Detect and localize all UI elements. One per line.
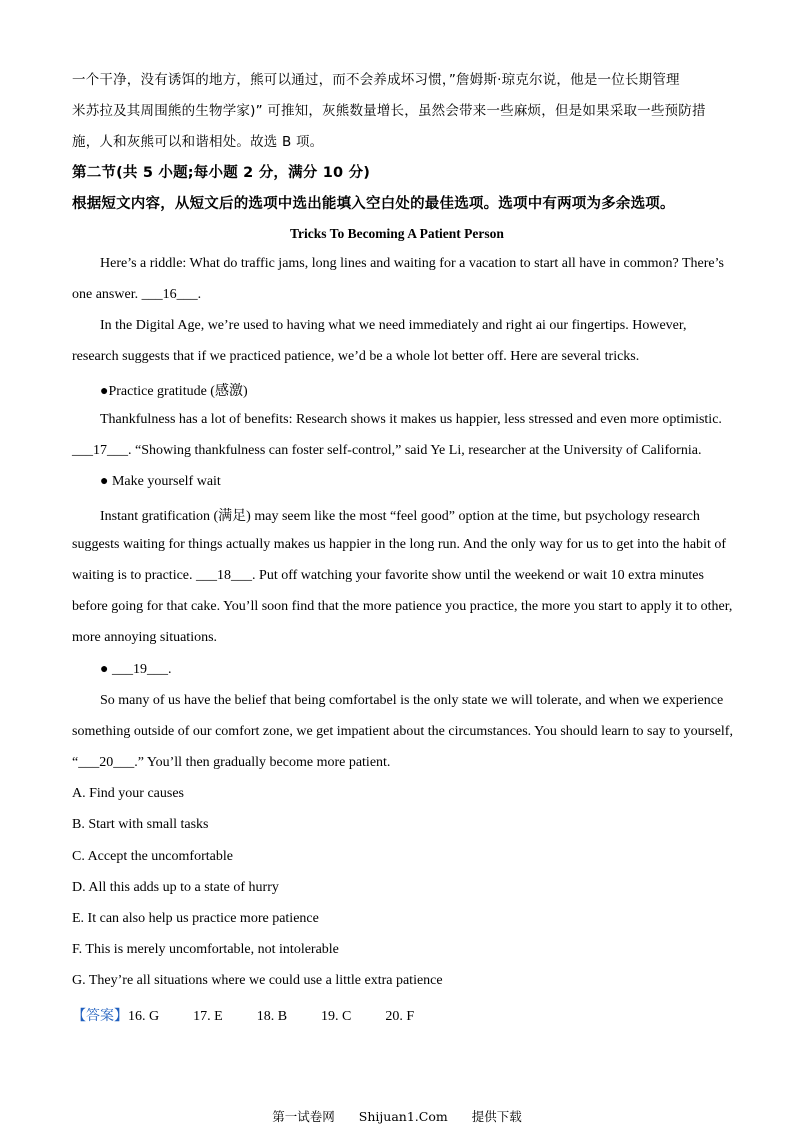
blank-20: ___20___ [78, 755, 135, 770]
page-footer [0, 1107, 794, 1125]
option-f: F. This is merely uncomfortable, not intolerable [72, 942, 339, 957]
paragraph-3-line-1: Thankfulness has a lot of benefits: Research shows it makes us happier, less stressed and even more optimistic. [100, 412, 722, 427]
answer-tag: 【答案】 [72, 1008, 128, 1024]
text-fragment: one answer. [72, 287, 142, 302]
paragraph-5-line-1: So many of us have the belief that being comfortabel is the only state we will tolerate, and when we experience [100, 693, 724, 708]
blank-17: ___17___ [72, 443, 128, 458]
text-fragment: . “Showing thankfulness can foster self-control,” said Ye Li, researcher at the University of California. [128, 443, 702, 458]
answer-17: 17. E [193, 1009, 223, 1024]
footer-site-url: Shijuan1.Com [358, 1109, 448, 1124]
paragraph-2-line-2: research suggests that if we practiced patience, we’d be a whole lot better off. Here are several tricks. [72, 349, 640, 364]
intro-line-2: 米苏拉及其周围熊的生物学家)” 可推知，灰熊数量增长，虽然会带来一些麻烦，但是如果采取一些预防措 [72, 103, 706, 119]
section-heading: 第二节(共 5 小题;每小题 2 分，满分 10 分) [72, 165, 371, 181]
option-d: D. All this adds up to a state of hurry [72, 880, 279, 895]
trick-heading-1: ●Practice gratitude (感激) [100, 384, 248, 399]
text-fragment: . [167, 662, 172, 677]
option-g: G. They’re all situations where we could use a little extra patience [72, 973, 443, 988]
option-e: E. It can also help us practice more patience [72, 911, 319, 926]
footer-download-note: 提供下载 [471, 1109, 522, 1124]
section-instruction: 根据短文内容，从短文后的选项中选出能填入空白处的最佳选项。选项中有两项为多余选项。 [72, 196, 675, 212]
paragraph-4-line-3 [72, 568, 704, 584]
paragraph-3-line-2 [72, 443, 701, 459]
option-b: B. Start with small tasks [72, 817, 209, 832]
blank-18: ___18___ [196, 568, 253, 583]
paragraph-5-line-3 [72, 755, 390, 771]
footer-site-name: 第一试卷网 [272, 1109, 335, 1124]
text-fragment: . [197, 287, 202, 302]
paragraph-2-line-1: In the Digital Age, we’re used to having what we need immediately and right ai our fingertips. However, [100, 318, 687, 333]
trick-heading-3 [100, 662, 171, 678]
paragraph-5-line-2: something outside of our comfort zone, we get impatient about the circumstances. You should learn to say to yourself, [72, 724, 733, 739]
text-fragment: waiting is to practice. [72, 568, 197, 583]
paragraph-1-line-1: Here’s a riddle: What do traffic jams, long lines and waiting for a vacation to start all have in common? There’s [100, 256, 724, 271]
answer-line [72, 1005, 414, 1025]
text-fragment: . Put off watching your favorite show until the weekend or wait 10 extra minutes [252, 568, 704, 583]
option-a: A. Find your causes [72, 786, 184, 801]
text-fragment: .” You’ll then gradually become more patient. [134, 755, 391, 770]
answer-19: 19. C [321, 1009, 352, 1024]
intro-line-1: 一个干净，没有诱饵的地方，熊可以通过，而不会养成坏习惯，”詹姆斯·琼克尔说，他是一位长期管理 [72, 72, 680, 88]
trick-heading-2: ● Make yourself wait [100, 474, 221, 489]
paragraph-4-line-2: suggests waiting for things actually makes us happier in the long run. And the only way for us to get into the habit of [72, 537, 727, 552]
blank-19: ___19___ [111, 662, 168, 677]
paragraph-1-line-2 [72, 287, 201, 303]
option-c: C. Accept the uncomfortable [72, 849, 233, 864]
answer-18: 18. B [256, 1009, 288, 1024]
text-fragment: “ [72, 755, 79, 770]
paragraph-4-line-1: Instant gratification (满足) may seem like the most “feel good” option at the time, but psychology research [100, 509, 700, 524]
passage-title: Tricks To Becoming A Patient Person [290, 226, 504, 241]
intro-line-3: 施，人和灰熊可以和谐相处。故选 B 项。 [72, 134, 324, 150]
blank-16: ___16___ [141, 287, 198, 302]
paragraph-4-line-5: more annoying situations. [72, 630, 218, 645]
paragraph-4-line-4: before going for that cake. You’ll soon find that the more patience you practice, the more you start to apply it to other, [72, 599, 733, 614]
answer-16: 16. G [128, 1009, 160, 1024]
answer-20: 20. F [385, 1009, 415, 1024]
bullet: ● [100, 662, 112, 677]
